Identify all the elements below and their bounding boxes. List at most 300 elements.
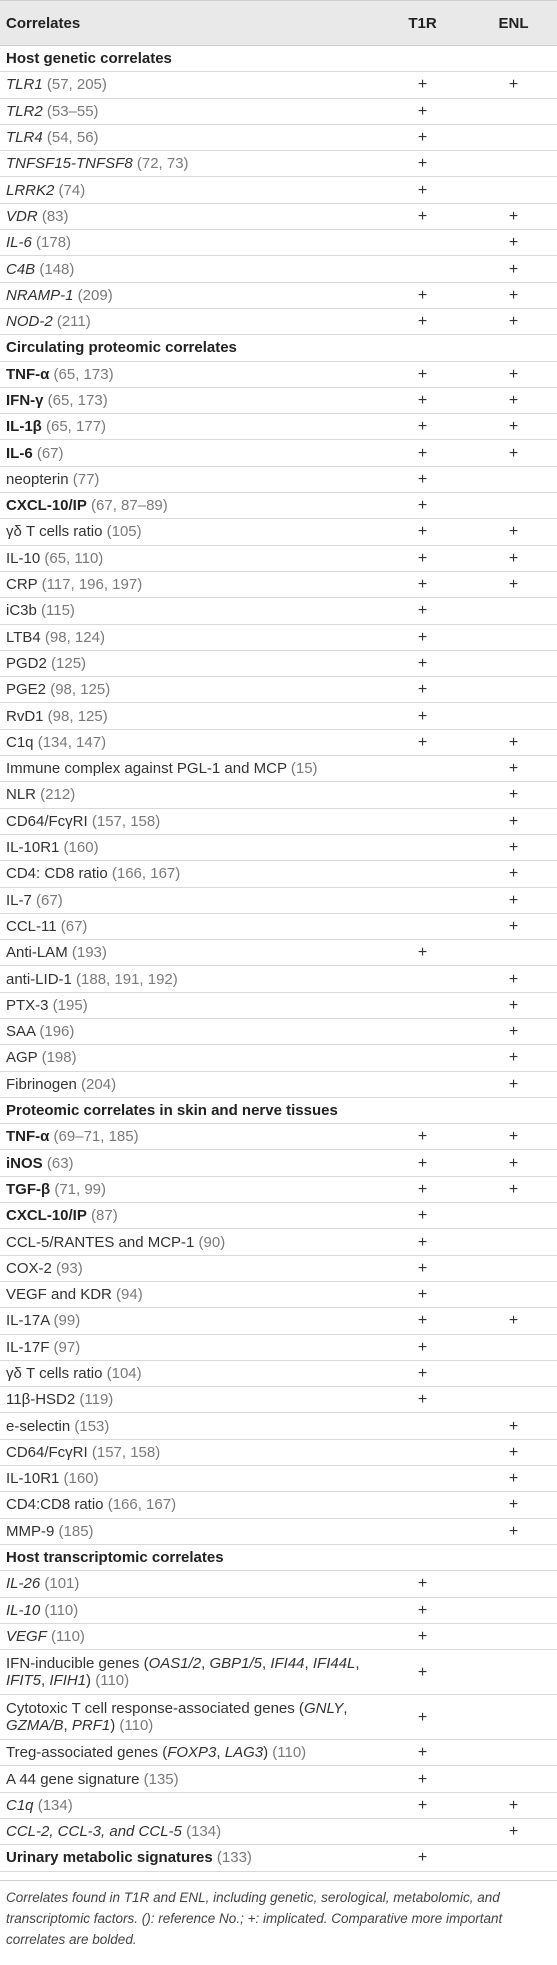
t1r-mark xyxy=(375,1466,470,1492)
table-row xyxy=(0,361,557,387)
table-row xyxy=(0,440,557,466)
enl-mark: + xyxy=(470,1792,557,1818)
correlate-text: , xyxy=(216,1744,225,1762)
table-row xyxy=(0,1695,557,1740)
table-row xyxy=(0,677,557,703)
reference-text: (65, 173) xyxy=(49,365,114,383)
correlate-name: CCL-11 xyxy=(6,917,57,935)
reference-text: (160) xyxy=(59,839,99,857)
enl-mark: + xyxy=(470,414,557,440)
enl-mark xyxy=(470,466,557,492)
reference-text: (212) xyxy=(36,786,76,804)
table-row xyxy=(0,1792,557,1818)
correlate-cell xyxy=(0,1413,375,1439)
table-row xyxy=(0,282,557,308)
correlate-cell xyxy=(0,256,375,282)
correlate-name: LRRK2 xyxy=(6,181,55,199)
correlate-cell xyxy=(0,834,375,860)
reference-text: (15) xyxy=(286,760,318,778)
enl-mark: + xyxy=(470,256,557,282)
correlate-cell xyxy=(0,124,375,150)
table-row xyxy=(0,519,557,545)
enl-mark xyxy=(470,1281,557,1307)
section-title: Proteomic correlates in skin and nerve tissues xyxy=(0,1097,557,1123)
correlate-name: C1q xyxy=(6,733,34,751)
correlate-text: LAG3 xyxy=(224,1744,264,1762)
correlate-text: PRF1 xyxy=(71,1717,111,1735)
reference-text: (195) xyxy=(48,996,88,1014)
table-row xyxy=(0,887,557,913)
correlate-cell xyxy=(0,151,375,177)
t1r-mark: + xyxy=(375,1255,470,1281)
t1r-mark: + xyxy=(375,1334,470,1360)
correlate-name: CCL-5/RANTES and MCP-1 xyxy=(6,1233,195,1251)
correlate-name: 11β-HSD2 xyxy=(6,1391,76,1409)
correlate-name: NOD-2 xyxy=(6,313,53,331)
reference-text: (110) xyxy=(46,1627,85,1645)
correlate-cell xyxy=(0,1308,375,1334)
t1r-mark: + xyxy=(375,624,470,650)
correlate-cell xyxy=(0,545,375,571)
t1r-mark xyxy=(375,1492,470,1518)
table-row xyxy=(0,466,557,492)
correlate-name: Immune complex against PGL-1 and MCP xyxy=(6,760,287,778)
correlate-cell xyxy=(0,650,375,676)
reference-text: (204) xyxy=(76,1075,117,1093)
correlate-text: , xyxy=(304,1655,313,1673)
correlate-name: anti-LID-1 xyxy=(6,970,72,988)
correlate-name: Urinary metabolic signatures xyxy=(6,1849,213,1867)
correlate-text: , xyxy=(41,1672,50,1690)
reference-text: (198) xyxy=(37,1049,77,1067)
section-row xyxy=(0,1097,557,1123)
t1r-mark: + xyxy=(375,1571,470,1597)
correlate-cell xyxy=(0,230,375,256)
reference-text: (67, 87–89) xyxy=(86,497,168,515)
enl-mark xyxy=(470,1650,557,1695)
correlate-name: CXCL-10/IP xyxy=(6,1207,87,1225)
correlate-cell xyxy=(0,414,375,440)
t1r-mark xyxy=(375,1413,470,1439)
table-row xyxy=(0,624,557,650)
enl-mark xyxy=(470,1387,557,1413)
enl-mark xyxy=(470,1597,557,1623)
correlate-name: γδ T cells ratio xyxy=(6,1364,103,1382)
t1r-mark: + xyxy=(375,1229,470,1255)
t1r-mark xyxy=(375,992,470,1018)
correlate-cell xyxy=(0,624,375,650)
reference-text: (67) xyxy=(56,917,88,935)
table-row xyxy=(0,256,557,282)
enl-mark xyxy=(470,650,557,676)
correlate-name: Anti-LAM xyxy=(6,944,68,962)
correlate-cell xyxy=(0,203,375,229)
correlate-cell xyxy=(0,1623,375,1649)
table-row xyxy=(0,992,557,1018)
reference-text: (72, 73) xyxy=(132,155,189,173)
reference-text: (87) xyxy=(86,1207,118,1225)
table-row xyxy=(0,861,557,887)
t1r-mark: + xyxy=(375,308,470,334)
reference-text: (93) xyxy=(51,1259,83,1277)
enl-mark xyxy=(470,677,557,703)
t1r-mark: + xyxy=(375,1695,470,1740)
reference-text: (104) xyxy=(102,1364,142,1382)
correlate-cell xyxy=(0,177,375,203)
correlate-cell xyxy=(0,992,375,1018)
correlate-name: IFN-γ xyxy=(6,392,44,409)
correlate-name: VEGF and KDR xyxy=(6,1286,112,1304)
table-row xyxy=(0,177,557,203)
enl-mark: + xyxy=(470,1518,557,1544)
table-row xyxy=(0,729,557,755)
correlate-cell xyxy=(0,677,375,703)
correlate-cell xyxy=(0,1176,375,1202)
reference-text: (134, 147) xyxy=(33,733,107,751)
t1r-mark: + xyxy=(375,282,470,308)
table-row xyxy=(0,98,557,124)
enl-mark: + xyxy=(470,387,557,413)
table-row xyxy=(0,1045,557,1071)
t1r-mark: + xyxy=(375,1360,470,1386)
table-row xyxy=(0,230,557,256)
correlate-name: C1q xyxy=(6,1796,34,1814)
t1r-mark: + xyxy=(375,493,470,519)
correlate-name: IL-6 xyxy=(6,234,32,252)
reference-text: (110) xyxy=(40,1601,79,1619)
correlate-cell xyxy=(0,1695,375,1740)
correlate-cell xyxy=(0,913,375,939)
enl-mark: + xyxy=(470,571,557,597)
enl-mark xyxy=(470,1334,557,1360)
correlate-text: OAS1/2 xyxy=(148,1655,202,1673)
table-row xyxy=(0,1439,557,1465)
correlate-name: SAA xyxy=(6,1023,36,1041)
t1r-mark: + xyxy=(375,1650,470,1695)
t1r-mark: + xyxy=(375,466,470,492)
enl-mark: + xyxy=(470,1124,557,1150)
table-row xyxy=(0,808,557,834)
enl-mark: + xyxy=(470,1413,557,1439)
enl-mark: + xyxy=(470,1439,557,1465)
section-row xyxy=(0,46,557,72)
t1r-mark: + xyxy=(375,124,470,150)
correlate-cell xyxy=(0,756,375,782)
enl-mark: + xyxy=(470,834,557,860)
table-row xyxy=(0,1597,557,1623)
reference-text: (97) xyxy=(49,1338,81,1356)
correlate-cell xyxy=(0,1360,375,1386)
correlate-text: GBP1/5 xyxy=(209,1655,262,1673)
correlate-cell xyxy=(0,1819,375,1845)
correlate-cell xyxy=(0,1439,375,1465)
correlate-cell xyxy=(0,598,375,624)
t1r-mark xyxy=(375,1018,470,1044)
correlate-cell xyxy=(0,1045,375,1071)
enl-mark: + xyxy=(470,1176,557,1202)
correlate-cell xyxy=(0,282,375,308)
reference-text: (98, 124) xyxy=(40,628,105,646)
correlate-name: CD64/FcγRI xyxy=(6,1443,88,1461)
reference-text: (110) xyxy=(95,1672,130,1690)
enl-mark xyxy=(470,1845,557,1871)
reference-text: (157, 158) xyxy=(87,812,161,830)
correlate-name: IL-10 xyxy=(6,549,41,567)
table-row xyxy=(0,1124,557,1150)
enl-mark xyxy=(470,624,557,650)
enl-mark xyxy=(470,1695,557,1740)
enl-mark xyxy=(470,940,557,966)
t1r-mark: + xyxy=(375,1766,470,1792)
correlate-text: ) xyxy=(110,1717,120,1735)
table-row xyxy=(0,782,557,808)
correlate-cell xyxy=(0,1281,375,1307)
t1r-mark: + xyxy=(375,177,470,203)
enl-mark xyxy=(470,1571,557,1597)
correlate-name: PGE2 xyxy=(6,681,47,699)
correlate-text: , xyxy=(355,1655,360,1673)
t1r-mark: + xyxy=(375,1124,470,1150)
enl-mark: + xyxy=(470,230,557,256)
t1r-mark: + xyxy=(375,703,470,729)
enl-mark xyxy=(470,124,557,150)
reference-text: (119) xyxy=(75,1391,114,1409)
correlate-cell xyxy=(0,887,375,913)
correlate-name: MMP-9 xyxy=(6,1522,55,1540)
enl-mark: + xyxy=(470,1308,557,1334)
correlate-cell xyxy=(0,1124,375,1150)
correlate-name: AGP xyxy=(6,1049,38,1067)
reference-text: (57, 205) xyxy=(42,76,107,94)
correlate-cell xyxy=(0,466,375,492)
correlate-cell xyxy=(0,1071,375,1097)
enl-mark: + xyxy=(470,1150,557,1176)
table-row xyxy=(0,493,557,519)
correlate-text: , xyxy=(261,1655,271,1673)
correlate-text: Cytotoxic T cell response-associated genes ( xyxy=(6,1700,304,1718)
correlate-name: Fibrinogen xyxy=(6,1075,77,1093)
enl-mark: + xyxy=(470,808,557,834)
table-row xyxy=(0,1650,557,1695)
table-row xyxy=(0,1571,557,1597)
correlate-name: RvD1 xyxy=(6,707,44,725)
t1r-mark: + xyxy=(375,677,470,703)
t1r-mark xyxy=(375,230,470,256)
correlate-text: IFI44 xyxy=(270,1655,305,1673)
t1r-mark: + xyxy=(375,545,470,571)
table-row xyxy=(0,124,557,150)
enl-mark xyxy=(470,1203,557,1229)
t1r-mark: + xyxy=(375,387,470,413)
table-row xyxy=(0,650,557,676)
t1r-mark: + xyxy=(375,650,470,676)
reference-text: (83) xyxy=(37,207,69,225)
section-row xyxy=(0,1544,557,1570)
enl-mark xyxy=(470,1740,557,1766)
correlate-cell xyxy=(0,940,375,966)
reference-text: (157, 158) xyxy=(87,1443,161,1461)
correlate-name: CD64/FcγRI xyxy=(6,812,88,830)
correlate-name: IL-10R1 xyxy=(6,1470,60,1488)
correlate-cell xyxy=(0,1571,375,1597)
table-row xyxy=(0,308,557,334)
correlate-cell xyxy=(0,1229,375,1255)
enl-mark xyxy=(470,598,557,624)
t1r-mark: + xyxy=(375,1176,470,1202)
table-row xyxy=(0,1360,557,1386)
correlate-cell xyxy=(0,1766,375,1792)
table-row xyxy=(0,1281,557,1307)
table-row xyxy=(0,1150,557,1176)
reference-text: (53–55) xyxy=(42,102,99,120)
reference-text: (94) xyxy=(111,1286,143,1304)
correlate-name: TLR2 xyxy=(6,102,43,120)
t1r-mark xyxy=(375,782,470,808)
table-row xyxy=(0,1176,557,1202)
enl-mark xyxy=(470,1255,557,1281)
table-row xyxy=(0,387,557,413)
enl-mark: + xyxy=(470,361,557,387)
enl-mark: + xyxy=(470,203,557,229)
correlate-cell xyxy=(0,703,375,729)
reference-text: (99) xyxy=(49,1312,81,1330)
table-row xyxy=(0,1740,557,1766)
header-t1r: T1R xyxy=(375,1,470,46)
enl-mark: + xyxy=(470,519,557,545)
correlate-cell xyxy=(0,1018,375,1044)
reference-text: (67) xyxy=(31,891,63,909)
correlate-cell xyxy=(0,72,375,98)
table-row xyxy=(0,1766,557,1792)
table-row xyxy=(0,756,557,782)
t1r-mark: + xyxy=(375,598,470,624)
reference-text: (209) xyxy=(73,286,113,304)
table-row xyxy=(0,1466,557,1492)
correlate-cell xyxy=(0,98,375,124)
reference-text: (125) xyxy=(46,654,87,672)
enl-mark: + xyxy=(470,1492,557,1518)
reference-text: (185) xyxy=(54,1522,94,1540)
t1r-mark: + xyxy=(375,440,470,466)
reference-text: (74) xyxy=(54,181,86,199)
reference-text: (98, 125) xyxy=(46,681,111,699)
reference-text: (134) xyxy=(33,1796,73,1814)
correlate-name: IL-10 xyxy=(6,1601,41,1619)
t1r-mark xyxy=(375,861,470,887)
correlate-name: CRP xyxy=(6,576,38,594)
enl-mark: + xyxy=(470,282,557,308)
table-row xyxy=(0,1623,557,1649)
header-correlates: Correlates xyxy=(0,1,375,46)
reference-text: (148) xyxy=(35,260,75,278)
enl-mark xyxy=(470,1360,557,1386)
t1r-mark: + xyxy=(375,940,470,966)
enl-mark: + xyxy=(470,308,557,334)
enl-mark: + xyxy=(470,966,557,992)
t1r-mark xyxy=(375,887,470,913)
correlate-cell xyxy=(0,519,375,545)
reference-text: (69–71, 185) xyxy=(49,1128,139,1146)
reference-text: (71, 99) xyxy=(50,1180,107,1198)
reference-text: (90) xyxy=(194,1233,226,1251)
correlate-cell xyxy=(0,1203,375,1229)
enl-mark: + xyxy=(470,545,557,571)
reference-text: (166, 167) xyxy=(103,1496,177,1514)
correlate-name: C4B xyxy=(6,260,36,278)
table-row xyxy=(0,1203,557,1229)
correlate-name: TGF-β xyxy=(6,1180,51,1198)
correlate-cell xyxy=(0,1466,375,1492)
t1r-mark: + xyxy=(375,1203,470,1229)
t1r-mark: + xyxy=(375,1623,470,1649)
t1r-mark: + xyxy=(375,1845,470,1871)
correlate-text: FOXP3 xyxy=(167,1744,217,1762)
reference-text: (98, 125) xyxy=(43,707,108,725)
table-row xyxy=(0,1387,557,1413)
reference-text: (65, 173) xyxy=(43,392,108,409)
table-row xyxy=(0,1492,557,1518)
correlate-name: VDR xyxy=(6,207,38,225)
t1r-mark: + xyxy=(375,571,470,597)
enl-mark: + xyxy=(470,992,557,1018)
reference-text: (54, 56) xyxy=(42,129,99,147)
table-row xyxy=(0,1255,557,1281)
enl-mark: + xyxy=(470,913,557,939)
reference-text: (153) xyxy=(70,1417,110,1435)
correlate-name: IL-1β xyxy=(6,418,42,436)
t1r-mark xyxy=(375,1819,470,1845)
correlate-cell xyxy=(0,782,375,808)
t1r-mark: + xyxy=(375,203,470,229)
enl-mark xyxy=(470,703,557,729)
correlate-name: neopterin xyxy=(6,470,69,488)
correlate-name: TNF-α xyxy=(6,365,50,383)
correlate-cell xyxy=(0,1334,375,1360)
section-row xyxy=(0,335,557,361)
table-header xyxy=(0,1,557,46)
correlate-name: IL-6 xyxy=(6,444,33,462)
correlate-cell xyxy=(0,571,375,597)
enl-mark: + xyxy=(470,729,557,755)
correlate-text: IFI44L xyxy=(312,1655,356,1673)
reference-text: (117, 196, 197) xyxy=(37,576,143,594)
correlate-text: Treg-associated genes ( xyxy=(6,1744,168,1762)
correlate-name: IL-17A xyxy=(6,1312,50,1330)
correlate-text: IFIH1 xyxy=(49,1672,87,1690)
reference-text: (63) xyxy=(42,1154,74,1172)
correlate-text: , xyxy=(201,1655,210,1673)
correlate-text: IFN-inducible genes ( xyxy=(6,1655,149,1673)
reference-text: (196) xyxy=(35,1023,75,1041)
header-enl: ENL xyxy=(470,1,557,46)
correlate-name: TLR4 xyxy=(6,129,43,147)
correlate-cell xyxy=(0,1792,375,1818)
enl-mark: + xyxy=(470,72,557,98)
correlate-cell xyxy=(0,861,375,887)
correlate-name: COX-2 xyxy=(6,1259,52,1277)
correlate-cell xyxy=(0,1597,375,1623)
reference-text: (160) xyxy=(59,1470,99,1488)
t1r-mark xyxy=(375,756,470,782)
section-title: Host transcriptomic correlates xyxy=(0,1544,557,1570)
correlate-cell xyxy=(0,1255,375,1281)
reference-text: (135) xyxy=(139,1770,179,1788)
enl-mark: + xyxy=(470,756,557,782)
reference-text: (193) xyxy=(67,944,107,962)
correlate-name: TNFSF15-TNFSF8 xyxy=(6,155,133,173)
t1r-mark: + xyxy=(375,519,470,545)
correlate-name: CD4:CD8 ratio xyxy=(6,1496,104,1514)
